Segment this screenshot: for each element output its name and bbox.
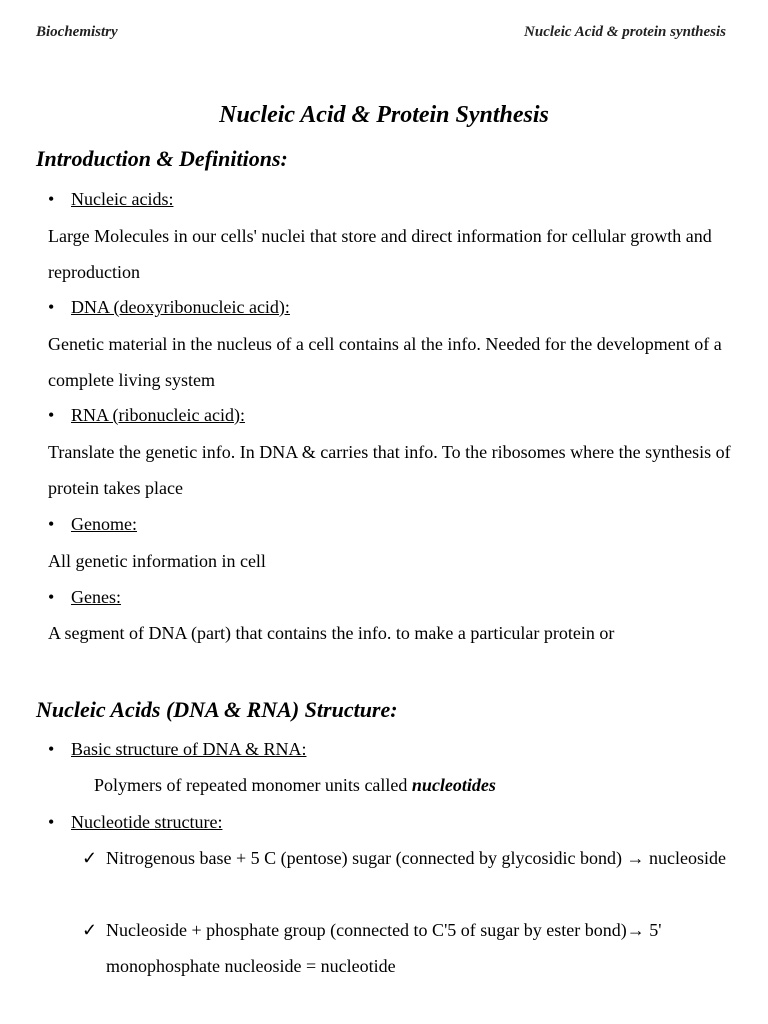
definition-text: All genetic information in cell — [48, 551, 266, 571]
definition-term: RNA (ribonucleic acid): — [71, 405, 245, 425]
section-heading-intro: Introduction & Definitions: — [36, 146, 288, 171]
definition-bullet-nucleic-acids — [48, 189, 173, 210]
definition-term: Nucleic acids: — [71, 189, 174, 209]
definition-text: Genetic material in the nucleus of a cell contains al the info. Needed for the development of a complete living system — [48, 334, 722, 390]
basic-structure-text — [94, 775, 496, 796]
definition-bullet-genome — [48, 514, 137, 535]
bullet-icon: • — [48, 297, 55, 317]
check-item-text: Nucleoside + phosphate group (connected to C'5 of sugar by ester bond)→ 5' monophosphate nucleoside = nucleotide — [106, 920, 662, 976]
definition-text: A segment of DNA (part) that contains the info. to make a particular protein or — [48, 623, 615, 643]
bullet-basic-structure — [48, 739, 306, 760]
document-title: Nucleic Acid & Protein Synthesis — [219, 102, 549, 128]
bullet-icon: • — [48, 739, 55, 759]
page-header — [36, 24, 726, 44]
section-heading-structure: Nucleic Acids (DNA & RNA) Structure: — [36, 697, 398, 722]
bullet-icon: • — [48, 405, 55, 425]
definition-term: Nucleotide structure: — [71, 812, 223, 832]
checkmark-icon: ✓ — [82, 848, 98, 868]
header-topic: Nucleic Acid & protein synthesis — [524, 24, 726, 40]
definition-text: Large Molecules in our cells' nuclei that store and direct information for cellular growth and reproduction — [48, 226, 712, 282]
bullet-icon: • — [48, 812, 55, 832]
definition-bullet-genes — [48, 587, 121, 608]
check-item — [82, 840, 732, 876]
emphasis-term: nucleotides — [411, 775, 496, 795]
definition-term: Genes: — [71, 587, 121, 607]
basic-structure-sentence: Polymers of repeated monomer units called — [94, 775, 412, 795]
bullet-nucleotide-structure — [48, 812, 222, 833]
header-subject: Biochemistry — [36, 24, 118, 40]
definition-term: Basic structure of DNA & RNA: — [71, 739, 307, 759]
check-item-text: Nitrogenous base + 5 C (pentose) sugar (connected by glycosidic bond) → nucleoside — [106, 848, 726, 868]
definition-bullet-dna — [48, 297, 290, 318]
bullet-icon: • — [48, 587, 55, 607]
check-item — [82, 912, 732, 984]
definition-term: Genome: — [71, 514, 137, 534]
definition-text: Translate the genetic info. In DNA & carries that info. To the ribosomes where the synthesis of protein takes place — [48, 442, 731, 498]
checkmark-icon: ✓ — [82, 920, 98, 940]
definition-term: DNA (deoxyribonucleic acid): — [71, 297, 290, 317]
definition-bullet-rna — [48, 405, 245, 426]
bullet-icon: • — [48, 189, 55, 209]
bullet-icon: • — [48, 514, 55, 534]
